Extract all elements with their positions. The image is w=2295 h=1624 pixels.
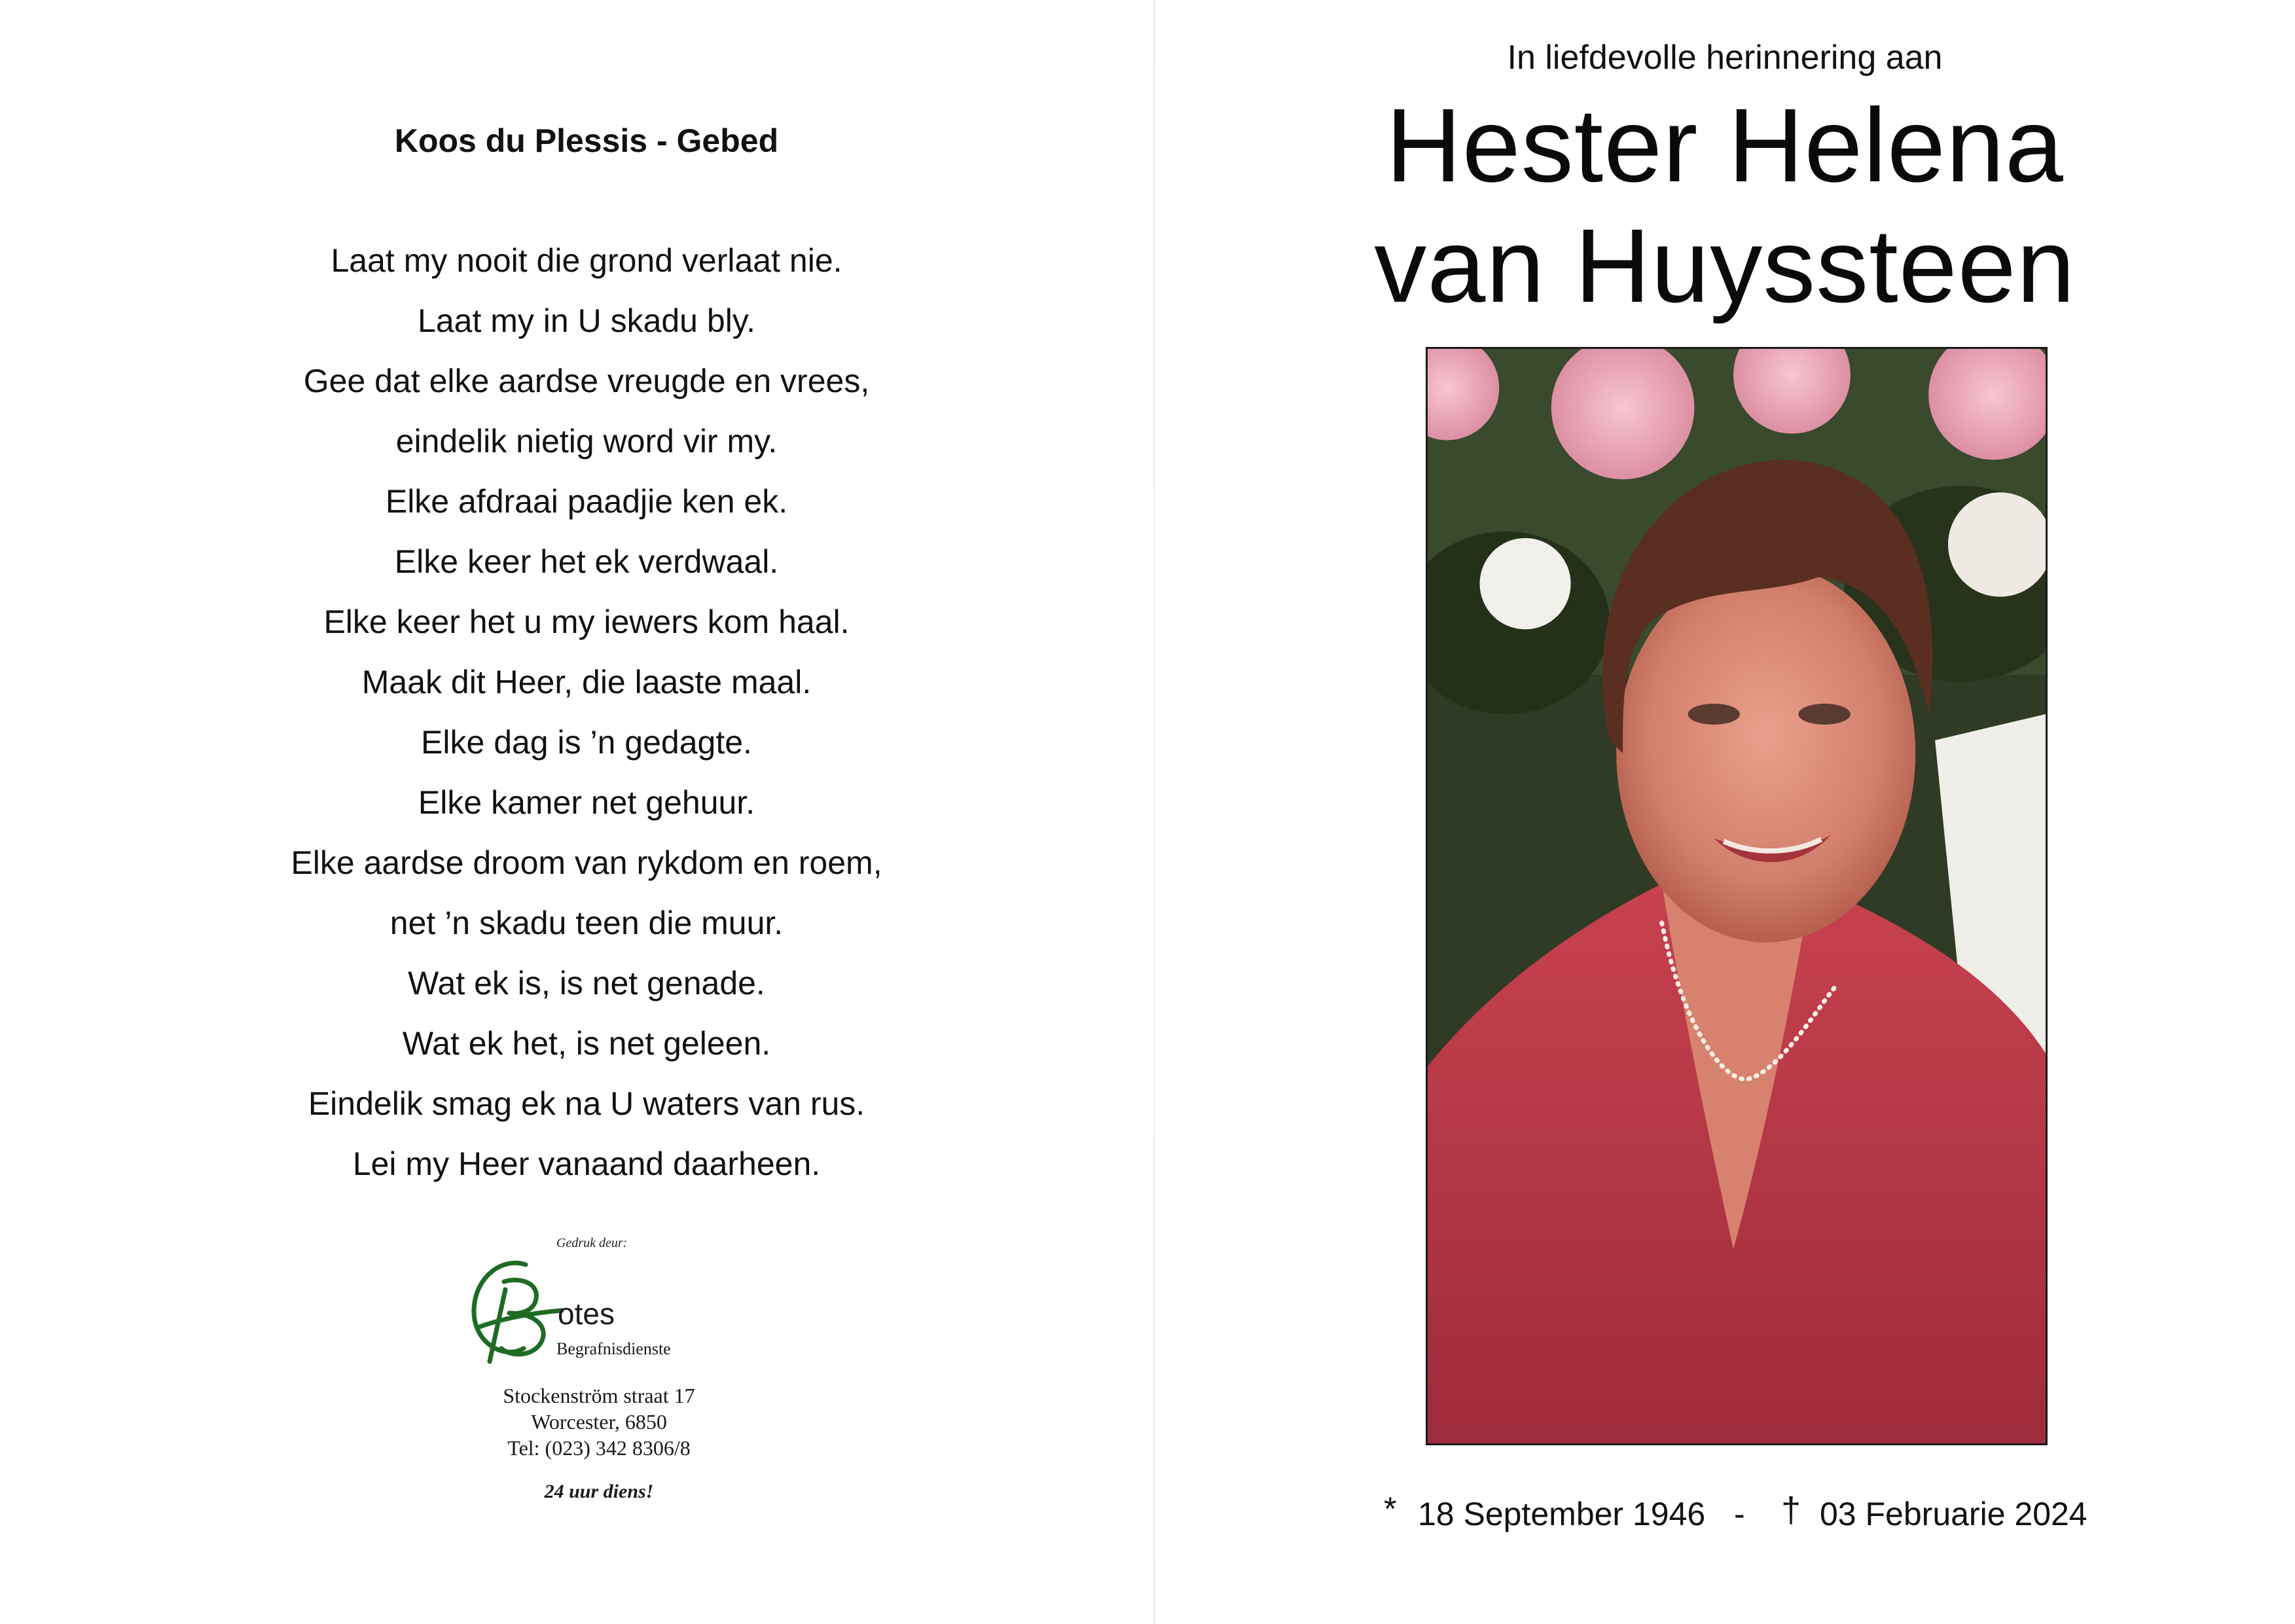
memorial-intro: In liefdevolle herinnering aan xyxy=(1507,39,1943,77)
poem-line: Eindelik smag ek na U waters van rus. xyxy=(308,1085,865,1122)
service-note: 24 uur diens! xyxy=(544,1481,654,1502)
birth-date: 18 September 1946 xyxy=(1418,1496,1706,1532)
address-line: Stockenström straat 17 xyxy=(503,1384,695,1407)
funeral-home-logo-icon xyxy=(463,1250,568,1368)
death-date: 03 Februarie 2024 xyxy=(1820,1496,2087,1532)
funeral-home-subtitle: Begrafnisdienste xyxy=(556,1339,671,1358)
poem-line: Elke dag is ’n gedagte. xyxy=(421,724,752,761)
portrait-illustration xyxy=(1428,349,2046,1443)
poem-line: eindelik nietig word vir my. xyxy=(395,423,778,460)
life-dates xyxy=(1155,1490,2295,1536)
poem-line: Elke aardse droom van rykdom en roem, xyxy=(291,844,882,881)
poem-line: Elke afdraai paadjie ken ek. xyxy=(385,483,788,520)
prayer-title: Koos du Plessis - Gebed xyxy=(394,122,779,159)
poem-line: Laat my in U skadu bly. xyxy=(418,302,755,339)
death-cross-icon: † xyxy=(1781,1490,1801,1530)
funeral-home-name: otes xyxy=(558,1297,615,1331)
printer-info xyxy=(458,1231,720,1519)
date-separator: - xyxy=(1734,1496,1745,1532)
poem-line: Wat ek het, is net geleen. xyxy=(402,1025,771,1062)
portrait-photo xyxy=(1426,347,2048,1445)
phone-line: Tel: (023) 342 8306/8 xyxy=(507,1436,691,1460)
poem-line: Laat my nooit die grond verlaat nie. xyxy=(331,242,842,279)
funeral-home-address xyxy=(458,1382,740,1461)
poem-line: Elke keer het u my iewers kom haal. xyxy=(323,604,850,640)
poem-line: net ’n skadu teen die muur. xyxy=(389,905,784,941)
address-line: Worcester, 6850 xyxy=(531,1410,667,1434)
right-page xyxy=(1155,0,2295,1624)
poem-line: Elke kamer net gehuur. xyxy=(418,784,755,821)
poem-line: Wat ek is, is net genade. xyxy=(408,965,765,1001)
poem-line: Maak dit Heer, die laaste maal. xyxy=(361,664,812,700)
poem-line: Elke keer het ek verdwaal. xyxy=(394,543,779,580)
poem-line: Lei my Heer vanaand daarheen. xyxy=(352,1146,821,1182)
birth-symbol: * xyxy=(1384,1490,1397,1527)
prayer-poem xyxy=(0,230,1173,1194)
printed-by-label: Gedruk deur: xyxy=(556,1236,628,1250)
poem-line: Gee dat elke aardse vreugde en vrees, xyxy=(303,363,870,399)
deceased-name-line-1: Hester Helena xyxy=(1386,86,2064,204)
deceased-name-line-2: van Huyssteen xyxy=(1374,207,2076,324)
